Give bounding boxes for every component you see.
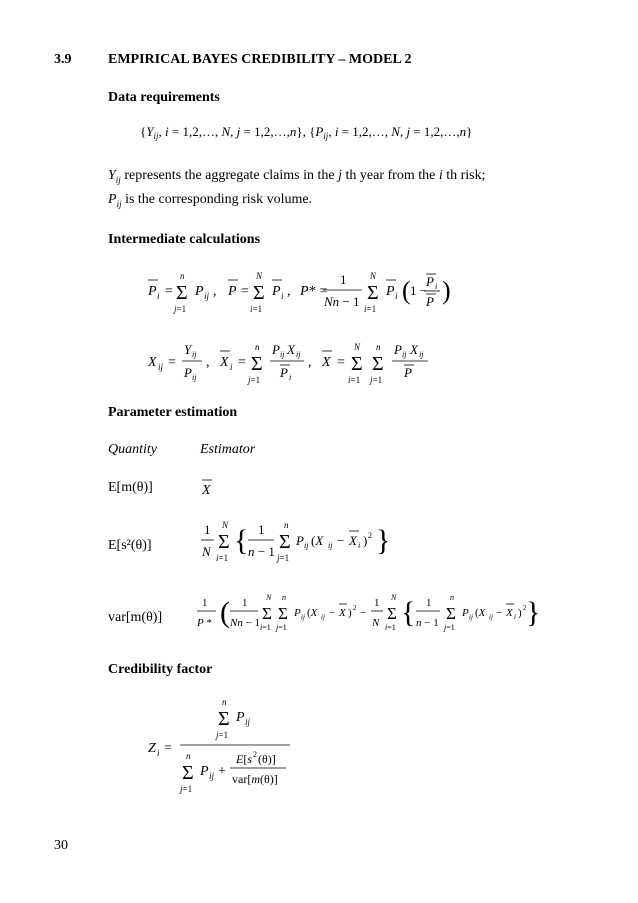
svg-text:ij: ij xyxy=(280,350,285,359)
svg-text:* =: * = xyxy=(309,284,328,299)
svg-text:ij: ij xyxy=(469,613,473,621)
svg-text:1: 1 xyxy=(242,597,248,609)
svg-text:Y: Y xyxy=(184,342,192,357)
svg-text:P: P xyxy=(272,342,280,357)
svg-text:=: = xyxy=(165,284,173,299)
intermediate-eq-row1 xyxy=(140,262,470,327)
svg-text:P *: P * xyxy=(197,617,212,629)
svg-text:P: P xyxy=(300,284,309,299)
p-definition-line: $P_{ij}$ is the corresponding risk volume. xyxy=(108,192,313,209)
svg-text:2: 2 xyxy=(353,604,357,612)
svg-text:X: X xyxy=(202,483,211,498)
svg-text:n: n xyxy=(222,697,227,707)
quantity-expected-variance: E[s²(θ)] xyxy=(108,538,152,553)
svg-text:Σ: Σ xyxy=(372,353,384,375)
svg-text:ij: ij xyxy=(245,717,251,727)
svg-text:ij: ij xyxy=(304,541,309,550)
svg-text:): ) xyxy=(363,533,368,548)
svg-text:i=1: i=1 xyxy=(364,304,377,314)
svg-text:n: n xyxy=(450,593,454,602)
svg-text:X: X xyxy=(287,342,295,357)
svg-text:P: P xyxy=(280,365,288,380)
svg-text:): ) xyxy=(442,276,451,305)
svg-text:Σ: Σ xyxy=(262,604,272,623)
svg-text:ij: ij xyxy=(321,613,325,621)
svg-text:P: P xyxy=(228,284,237,299)
estimator-x-bar xyxy=(200,474,230,505)
svg-text:j=1: j=1 xyxy=(180,784,193,794)
svg-text:ij: ij xyxy=(204,291,210,301)
svg-text:n − 1: n − 1 xyxy=(248,544,275,559)
svg-text:N: N xyxy=(266,593,272,602)
svg-text:1: 1 xyxy=(258,522,265,537)
svg-text:ij: ij xyxy=(419,350,424,359)
data-requirements-heading: Data requirements xyxy=(108,90,220,105)
svg-text:i=1: i=1 xyxy=(348,375,361,385)
svg-text:ij: ij xyxy=(489,613,493,621)
svg-text:2: 2 xyxy=(368,531,372,540)
svg-text:1: 1 xyxy=(204,522,211,537)
svg-text:Σ: Σ xyxy=(218,708,230,730)
svg-text:E[s: E[s xyxy=(236,752,253,766)
svg-text:n: n xyxy=(282,593,286,602)
svg-text:2: 2 xyxy=(253,750,257,759)
svg-text:i: i xyxy=(289,373,292,382)
svg-text:=: = xyxy=(238,355,246,370)
svg-text:i: i xyxy=(514,613,516,621)
svg-text:P: P xyxy=(148,284,157,299)
svg-text:−: − xyxy=(337,533,345,548)
quantity-variance-mean: var[m(θ)] xyxy=(108,610,163,625)
svg-text:N: N xyxy=(202,544,211,559)
svg-text:i: i xyxy=(230,362,233,372)
svg-text:P: P xyxy=(296,533,304,548)
svg-text:,: , xyxy=(308,355,312,370)
svg-text:+: + xyxy=(218,764,226,779)
svg-text:=: = xyxy=(241,284,249,299)
svg-text:(X: (X xyxy=(307,607,318,619)
svg-text:P: P xyxy=(404,365,412,380)
svg-text:=: = xyxy=(337,355,345,370)
svg-text:ij: ij xyxy=(192,350,197,359)
svg-text:P: P xyxy=(184,365,192,380)
svg-text:X: X xyxy=(506,607,513,619)
svg-text:Σ: Σ xyxy=(176,282,188,304)
svg-text:i: i xyxy=(435,282,438,291)
svg-text:−: − xyxy=(360,607,367,619)
svg-text:{: { xyxy=(401,596,416,629)
svg-text:N: N xyxy=(372,617,380,629)
svg-text:X: X xyxy=(410,342,418,357)
svg-text:i=1: i=1 xyxy=(385,623,396,632)
svg-text:Σ: Σ xyxy=(182,762,194,784)
quantity-expected-mean: E[m(θ)] xyxy=(108,480,153,495)
svg-text:i: i xyxy=(157,291,160,301)
svg-text:2: 2 xyxy=(523,604,527,612)
svg-text:−: − xyxy=(329,607,336,619)
svg-text:Nn − 1: Nn − 1 xyxy=(324,294,360,309)
svg-text:X: X xyxy=(339,607,346,619)
svg-text:−: − xyxy=(496,607,503,619)
svg-text:Σ: Σ xyxy=(218,531,230,553)
svg-text:1: 1 xyxy=(426,597,432,609)
intermediate-eq-row2 xyxy=(140,333,460,398)
svg-text:,: , xyxy=(213,284,217,299)
svg-text:i=1: i=1 xyxy=(216,553,229,563)
svg-text:,: , xyxy=(287,284,291,299)
parameter-estimation-heading: Parameter estimation xyxy=(108,405,238,420)
svg-text:ij: ij xyxy=(158,362,164,372)
svg-text:ij: ij xyxy=(209,771,215,781)
svg-text:(θ)]: (θ)] xyxy=(258,752,276,766)
page-number: 30 xyxy=(54,838,68,853)
svg-text:Σ: Σ xyxy=(279,531,291,553)
svg-text:X: X xyxy=(148,355,157,370)
svg-text:,: , xyxy=(206,355,210,370)
svg-text:j=1: j=1 xyxy=(276,623,287,632)
y-definition-text-b: th year from the xyxy=(345,168,436,183)
svg-text:P: P xyxy=(386,284,395,299)
svg-text:): ) xyxy=(518,607,522,619)
y-definition-text-c: th risk; xyxy=(446,168,486,183)
svg-text:(: ( xyxy=(220,596,230,629)
credibility-factor-formula xyxy=(140,693,320,808)
column-header-quantity: Quantity xyxy=(108,442,157,457)
svg-text:{Yij, i = 1,2,…, N, j = 1,2,…,: {$Y_{ij}$, i = 1,2,…, N, j = 1,2,…,n}, {$P_{ij}$, i = 1,2,…, N, j = 1,2,…,n} xyxy=(140,124,473,141)
svg-text:1 −: 1 − xyxy=(410,283,428,298)
svg-text:Σ: Σ xyxy=(251,353,263,375)
svg-text:j=1: j=1 xyxy=(370,375,383,385)
intermediate-heading: Intermediate calculations xyxy=(108,232,261,247)
svg-text:P: P xyxy=(195,284,204,299)
svg-text:N: N xyxy=(222,520,229,530)
svg-text:Σ: Σ xyxy=(387,604,397,623)
svg-text:P: P xyxy=(272,284,281,299)
svg-text:P: P xyxy=(426,274,434,289)
svg-text:1: 1 xyxy=(202,597,208,609)
svg-text:1: 1 xyxy=(374,597,380,609)
svg-text:i: i xyxy=(157,748,160,758)
svg-text:P: P xyxy=(236,710,245,725)
svg-text:): ) xyxy=(348,607,352,619)
svg-text:N: N xyxy=(370,271,377,281)
svg-text:N: N xyxy=(354,342,361,352)
data-requirements-formula xyxy=(140,118,560,151)
svg-text:Σ: Σ xyxy=(253,282,265,304)
svg-text:n: n xyxy=(284,520,289,530)
svg-text:(X: (X xyxy=(311,533,324,548)
svg-text:var[m(θ)]: var[m(θ)] xyxy=(232,772,278,786)
svg-text:Z: Z xyxy=(148,741,156,756)
svg-text:ij: ij xyxy=(192,373,197,382)
svg-text:X: X xyxy=(322,355,331,370)
estimator-expected-variance xyxy=(196,510,396,575)
estimator-variance-mean xyxy=(194,584,539,647)
svg-text:ij: ij xyxy=(328,541,333,550)
svg-text:n − 1: n − 1 xyxy=(416,617,439,629)
svg-text:=: = xyxy=(168,355,176,370)
credibility-factor-heading: Credibility factor xyxy=(108,662,213,677)
svg-text:Σ: Σ xyxy=(351,353,363,375)
svg-text:n: n xyxy=(186,751,191,761)
svg-text:P: P xyxy=(200,764,209,779)
svg-text:n: n xyxy=(180,271,185,281)
column-header-estimator: Estimator xyxy=(200,442,256,457)
svg-text:i: i xyxy=(395,291,398,301)
svg-text:Σ: Σ xyxy=(278,604,288,623)
svg-text:j=1: j=1 xyxy=(216,730,229,740)
y-definition-text-a: represents the aggregate claims in the xyxy=(124,168,335,183)
svg-text:j=1: j=1 xyxy=(174,304,187,314)
svg-text:i: i xyxy=(358,541,361,550)
svg-text:P: P xyxy=(426,294,434,309)
svg-text:(X: (X xyxy=(475,607,486,619)
svg-text:Σ: Σ xyxy=(367,282,379,304)
svg-text:=: = xyxy=(164,741,172,756)
svg-text:P: P xyxy=(394,342,402,357)
svg-text:X: X xyxy=(349,533,357,548)
p-definition-text: is the corresponding risk volume. xyxy=(125,192,313,207)
svg-text:P: P xyxy=(294,607,301,619)
svg-text:ij: ij xyxy=(301,613,305,621)
y-definition-line: $Y_{ij}$ represents the aggregate claims in the j th year from the i th risk; xyxy=(108,168,486,185)
svg-text:n: n xyxy=(376,342,381,352)
svg-text:i=1: i=1 xyxy=(250,304,263,314)
section-number: 3.9 xyxy=(54,52,72,67)
svg-text:Σ: Σ xyxy=(446,604,456,623)
svg-text:i=1: i=1 xyxy=(260,623,271,632)
svg-text:}: } xyxy=(526,596,539,629)
svg-text:j=1: j=1 xyxy=(248,375,261,385)
svg-text:ij: ij xyxy=(402,350,407,359)
svg-text:P: P xyxy=(462,607,469,619)
section-title: EMPIRICAL BAYES CREDIBILITY – MODEL 2 xyxy=(108,52,412,67)
svg-text:(: ( xyxy=(402,276,411,305)
svg-text:i: i xyxy=(281,291,284,301)
svg-text:}: } xyxy=(376,524,391,557)
svg-text:X: X xyxy=(220,355,229,370)
svg-text:ij: ij xyxy=(296,350,301,359)
svg-text:Nn − 1: Nn − 1 xyxy=(230,617,261,629)
svg-text:n: n xyxy=(255,342,260,352)
svg-text:1: 1 xyxy=(340,272,347,287)
svg-text:N: N xyxy=(391,593,397,602)
svg-text:j=1: j=1 xyxy=(277,553,290,563)
svg-text:N: N xyxy=(256,271,263,281)
svg-text:{: { xyxy=(234,524,249,557)
svg-text:j=1: j=1 xyxy=(444,623,455,632)
